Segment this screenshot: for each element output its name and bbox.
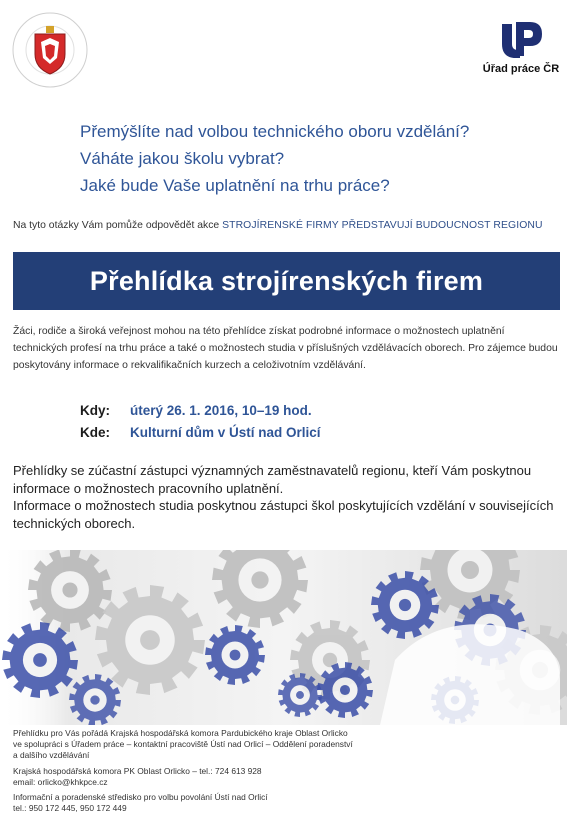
when-label: Kdy: xyxy=(80,403,110,418)
footer-organizer-line-2: ve spolupráci s Úřadem práce – kontaktní pracoviště Ústí nad Orlicí – Oddělení poradenství xyxy=(13,739,353,750)
footer-contact-chamber xyxy=(13,766,373,788)
seal-graphic xyxy=(11,8,89,96)
footer-organizer xyxy=(13,728,373,762)
participation-schools: Informace o možnostech studia poskytnou zástupci škol poskytujících vzdělání v souvisejících technických oborech. xyxy=(13,498,554,531)
when-value: úterý 26. 1. 2016, 10–19 hod. xyxy=(130,403,312,418)
where-value: Kulturní dům v Ústí nad Orlicí xyxy=(130,425,321,440)
footer-chamber-phone: Krajská hospodářská komora PK Oblast Orlicko – tel.: 724 613 928 xyxy=(13,765,262,776)
intro-highlight: STROJÍRENSKÉ FIRMY PŘEDSTAVUJÍ BUDOUCNOST REGIONU xyxy=(222,220,543,231)
questions-block xyxy=(80,118,540,199)
footer-organizer-line-1: Přehlídku pro Vás pořádá Krajská hospodářská komora Pardubického kraje Oblast Orlicko xyxy=(13,728,348,738)
labour-office-name: Úřad práce ČR xyxy=(482,63,560,75)
description-paragraph: Žáci, rodiče a široká veřejnost mohou na této přehlídce získat podrobné informace o možnostech uplatnění technických profesí na trhu práce a také o možnostech studia v příslušných vzdělávacích oborech. Pro zájemce budou poskytovány informace o rekvalifikačních kurzech a celoživotním vzdělávání. xyxy=(13,326,558,371)
footer-contact-center xyxy=(13,792,373,814)
gears-illustration xyxy=(0,550,567,725)
event-when-row xyxy=(80,400,500,422)
question-3: Jaké bude Vaše uplatnění na trhu práce? xyxy=(80,176,390,195)
labour-office-logo xyxy=(478,20,564,80)
page-title: Přehlídka strojírenských firem xyxy=(89,266,484,296)
event-details xyxy=(80,400,500,444)
footer-center-name: Informační a poradenské středisko pro volbu povolání Ústí nad Orlicí xyxy=(13,792,268,803)
footer-center-phone: tel.: 950 172 445, 950 172 449 xyxy=(13,803,127,814)
intro-text: Na tyto otázky Vám pomůže odpovědět akce xyxy=(13,220,223,231)
intro-line xyxy=(13,220,561,231)
footer-chamber-email: email: orlicko@khkpce.cz xyxy=(13,776,108,787)
footer xyxy=(13,728,373,818)
where-label: Kde: xyxy=(80,425,110,440)
footer-organizer-line-3: a dalšího vzdělávání xyxy=(13,750,90,761)
gears-image xyxy=(0,550,567,725)
title-banner xyxy=(13,252,560,310)
question-1: Přemýšlíte nad volbou technického oboru vzdělání? xyxy=(80,122,470,141)
event-where-row xyxy=(80,422,500,444)
participation-block xyxy=(13,462,561,532)
chamber-seal-logo xyxy=(11,8,89,96)
labour-office-logo-icon xyxy=(498,20,544,60)
participation-employers: Přehlídky se zúčastní zástupci významných zaměstnavatelů regionu, kteří Vám poskytnou informace o možnostech pracovního uplatnění. xyxy=(13,463,532,496)
question-2: Váháte jakou školu vybrat? xyxy=(80,149,285,168)
